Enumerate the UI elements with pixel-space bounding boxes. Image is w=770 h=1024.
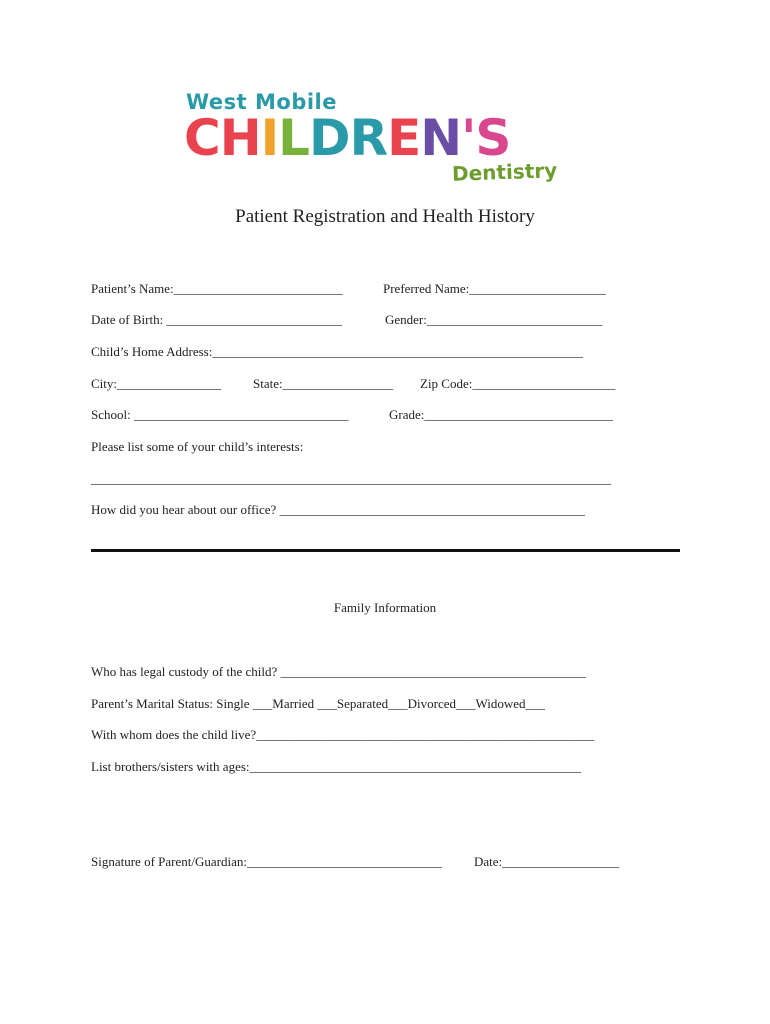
form-title: Patient Registration and Health History [235, 206, 535, 227]
logo-letter: D [309, 109, 350, 167]
logo-text-dentistry: Dentistry [451, 158, 558, 186]
siblings-field[interactable]: List brothers/sisters with ages:___________________________________________________ [91, 759, 582, 774]
school-field[interactable]: School: _________________________________ [91, 407, 349, 422]
marital-status-field[interactable]: Parent’s Marital Status: Single ___Married ___Separated___Divorced___Widowed___ [91, 696, 546, 711]
section-divider [91, 549, 680, 552]
signature-date-field[interactable]: Date:__________________ [474, 854, 620, 869]
guardian-signature-field[interactable]: Signature of Parent/Guardian:______________________________ [91, 854, 442, 869]
state-field[interactable]: State:_________________ [253, 376, 394, 391]
home-address-field[interactable]: Child’s Home Address:_________________________________________________________ [91, 344, 583, 359]
logo-letter: R [349, 109, 388, 167]
clinic-logo [184, 90, 594, 195]
preferred-name-field[interactable]: Preferred Name:_____________________ [383, 281, 606, 296]
logo-letter: C [184, 109, 220, 167]
logo-letter: H [219, 109, 261, 167]
gender-field[interactable]: Gender:___________________________ [385, 312, 603, 327]
patient-name-field[interactable]: Patient’s Name:__________________________ [91, 281, 343, 296]
interests-label: Please list some of your child’s interests: [91, 439, 304, 454]
grade-field[interactable]: Grade:_____________________________ [389, 407, 613, 422]
interests-field[interactable]: ________________________________________________________________________________ [91, 471, 611, 486]
child-lives-with-field[interactable]: With whom does the child live?____________________________________________________ [91, 727, 595, 742]
logo-letter: N [420, 109, 462, 167]
city-field[interactable]: City:________________ [91, 376, 222, 391]
logo-letter: L [278, 109, 310, 167]
logo-letter: 'S [461, 109, 511, 167]
logo-letter: E [387, 109, 421, 167]
family-information-heading: Family Information [333, 600, 437, 615]
legal-custody-field[interactable]: Who has legal custody of the child? _______________________________________________ [91, 664, 587, 679]
zip-code-field[interactable]: Zip Code:______________________ [420, 376, 616, 391]
logo-letter: I [260, 109, 279, 167]
logo-text-childrens [184, 110, 510, 166]
referral-source-field[interactable]: How did you hear about our office? _______________________________________________ [91, 502, 586, 517]
logo-text-west-mobile: West Mobile [186, 90, 338, 114]
date-of-birth-field[interactable]: Date of Birth: ___________________________ [91, 312, 342, 327]
